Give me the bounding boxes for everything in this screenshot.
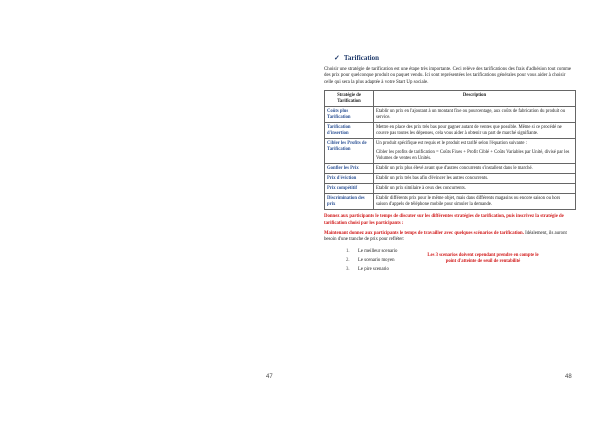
scenario-label: Le scenario moyen [358,258,395,264]
instruction-discuss: Donnez aux participants le temps de discuter sur les différentes stratégies de tarification, puis inscrivez la stratégie de tarification choisi par les participants : [324,214,564,226]
strategy-cell: Discrimination des prix [325,194,374,210]
section-heading [334,54,575,62]
list-item: 2. Le scenario moyen [346,258,395,264]
strategy-cell: Coûts plus Tarification [325,107,374,123]
table-header-row [325,91,576,107]
intro-paragraph: Choisir une stratégie de tarification est une étape très importante. Ceci relève des tarifications des frais d'adhésion tout comme des prix pour quelconque produit ou paquet vendu. Ici sont représentées les tarifications générales pour vous aider à choisir celle qui sera la plus adaptée à votre Start Up sociale. [324,67,572,85]
description-equation: Cibler les profits de tarification = Coûts Fixes + Profit Ciblé + Coûts Variables par Unité, divisé par les Volumes de ventes en Unités. [376,149,570,161]
checkmark-icon: ✓ [334,54,340,62]
page-number-left: 47 [266,374,273,380]
table-header-strategy: Stratégie de Tarification [325,91,374,107]
table-row [325,139,576,164]
description-cell: Etablir un prix similaire à ceux des concurrents. [374,184,576,194]
page-content [324,54,575,283]
table-row [325,107,576,123]
table-row [325,184,576,194]
description-cell: Etablir un prix très bas afin d'évincer les autres concurrents. [374,174,576,184]
description-cell [374,139,576,164]
description-cell: Etablir un prix en l'ajoutant à un montant fixe ou pourcentage, aux coûts de fabrication du produit ou service. [374,107,576,123]
table-header-description: Description [374,91,576,107]
table-row [325,194,576,210]
strategy-cell: Tarification d'insertion [325,123,374,139]
strategy-cell: Gonfler les Prix [325,164,374,174]
scenarios-section [324,247,575,283]
scenario-label: Le pire scenario [358,267,389,273]
list-item: 1. Le meilleur scenario [346,249,398,255]
right-page [300,0,600,424]
breakeven-note: Les 3 scenarios doivent cependant prendre en compte le point d'atteinte de seuil de rentabilité [427,253,539,265]
table-row [325,174,576,184]
section-title: Tarification [343,54,380,62]
list-item: 3. Le pire scenario [346,267,389,273]
description-cell: Etablir un prix plus élevé avant que d'autres concurrents s'installent dans le marché. [374,164,576,174]
strategy-cell: Prix compétitif [325,184,374,194]
strategy-cell: Prix d'éviction [325,174,374,184]
pricing-strategy-table [324,90,576,210]
scenario-list [346,247,397,274]
description-line: Un produit spécifique est requis et le produit est tarifé selon l'équation suivante : [376,140,527,146]
strategy-cell: Cibler les Profits de Tarification [325,139,374,164]
instruction-scenarios [324,231,575,243]
instruction-scenarios-bold: Maintenant donnez aux participants le temps de travailler avec quelques scénarios de tarification. [324,230,524,236]
page-number-right: 48 [565,374,572,380]
scenario-label: Le meilleur scenario [358,249,398,255]
description-cell: Mettre en place des prix très bas pour gagner autant de ventes que possible. Même si ce procédé ne couvre pas toutes les dépenses, cela vous aider à obtenir un part de marché signifiante. [374,123,576,139]
description-cell: Etablir différents prix pour le même objet, mais dans différents magasins ou encore saison ou hors saison d'appels de téléphone mobile pour simuler la demande. [374,194,576,210]
instruction-scenarios-plain: Idéalement, ils auront besoin d'une tranche de prix pour refléter: [324,230,567,243]
table-row [325,123,576,139]
table-row [325,164,576,174]
